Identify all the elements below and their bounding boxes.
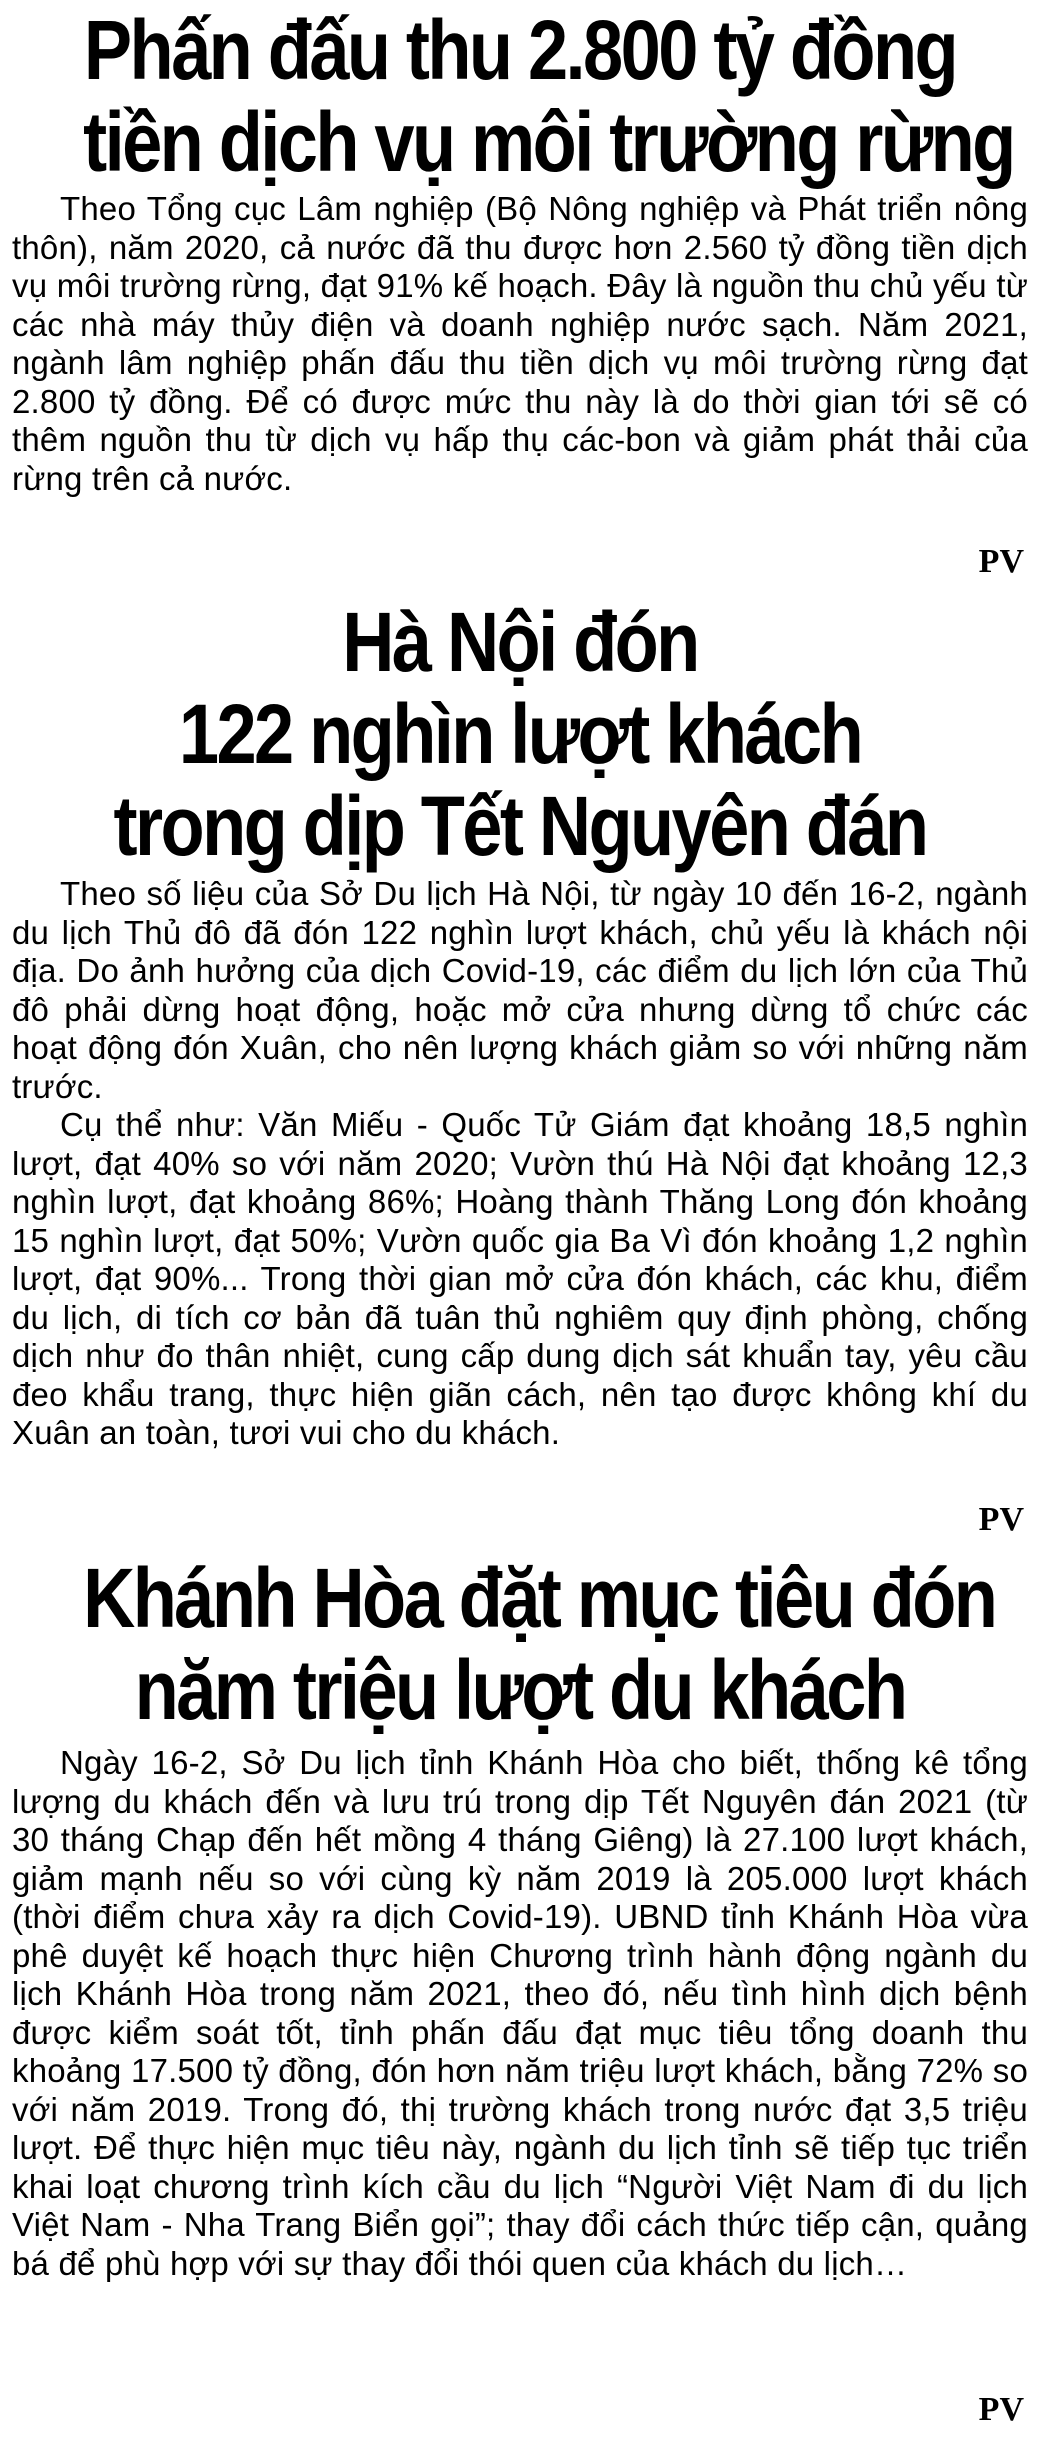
article-2-body bbox=[12, 875, 1028, 1453]
article-2-headline bbox=[83, 596, 957, 872]
article-1-headline bbox=[83, 3, 1014, 189]
headline-line: tiền dịch vụ môi trường rừng bbox=[83, 95, 1014, 189]
headline-line: trong dịp Tết Nguyên đán bbox=[113, 779, 927, 873]
article-3-body bbox=[12, 1744, 1028, 2283]
article-3-headline bbox=[83, 1551, 996, 1737]
headline-line: Khánh Hòa đặt mục tiêu đón bbox=[83, 1551, 996, 1645]
article-3-byline: PV bbox=[978, 2391, 1024, 2428]
article-paragraph: Cụ thể như: Văn Miếu - Quốc Tử Giám đạt khoảng 18,5 nghìn lượt, đạt 40% so với năm 2020; Vườn thú Hà Nội đạt khoảng 12,3 nghìn lượt, đạt khoảng 86%; Hoàng thành Thăng Long đón khoảng 15 nghìn lượt, đạt 50%; Vườn quốc gia Ba Vì đón khoảng 1,2 nghìn lượt, đạt 90%... Trong thời gian mở cửa đón khách, các khu, điểm du lịch, di tích cơ bản đã tuân thủ nghiêm quy định phòng, chống dịch như đo thân nhiệt, cung cấp dung dịch sát khuẩn tay, yêu cầu đeo khẩu trang, thực hiện giãn cách, nên tạo được không khí du Xuân an toàn, tươi vui cho du khách. bbox=[12, 1106, 1028, 1451]
headline-line: năm triệu lượt du khách bbox=[134, 1643, 906, 1737]
headline-line: Hà Nội đón bbox=[342, 595, 698, 689]
article-1-body bbox=[12, 190, 1028, 498]
article-paragraph: Theo số liệu của Sở Du lịch Hà Nội, từ ngày 10 đến 16-2, ngành du lịch Thủ đô đã đón 122 nghìn lượt khách, chủ yếu là khách nội địa. Do ảnh hưởng của dịch Covid-19, các điểm du lịch lớn của Thủ đô phải dừng hoạt động, hoặc mở cửa nhưng dừng tổ chức các hoạt động đón Xuân, cho nên lượng khách giảm so với những năm trước. bbox=[12, 875, 1028, 1105]
article-paragraph: Ngày 16-2, Sở Du lịch tỉnh Khánh Hòa cho biết, thống kê tổng lượng du khách đến và lưu trú trong dịp Tết Nguyên đán 2021 (từ 30 tháng Chạp đến hết mồng 4 tháng Giêng) là 27.100 lượt khách, giảm mạnh nếu so với cùng kỳ năm 2019 là 205.000 lượt khách (thời điểm chưa xảy ra dịch Covid-19). UBND tỉnh Khánh Hòa vừa phê duyệt kế hoạch thực hiện Chương trình hành động ngành du lịch Khánh Hòa trong năm 2021, theo đó, nếu tình hình dịch bệnh được kiểm soát tốt, tỉnh phấn đấu đạt mục tiêu tổng doanh thu khoảng 17.500 tỷ đồng, đón hơn năm triệu lượt khách, bằng 72% so với năm 2019. Trong đó, thị trường khách trong nước đạt 3,5 triệu lượt. Để thực hiện mục tiêu này, ngành du lịch tỉnh sẽ tiếp tục triển khai loạt chương trình kích cầu du lịch “Người Việt Nam đi du lịch Việt Nam - Nha Trang Biển gọi”; thay đổi cách thức tiếp cận, quảng bá để phù hợp với sự thay đổi thói quen của khách du lịch… bbox=[12, 1744, 1028, 2282]
article-2-byline: PV bbox=[978, 1501, 1024, 1538]
article-1-byline: PV bbox=[978, 543, 1024, 580]
headline-line: 122 nghìn lượt khách bbox=[178, 687, 862, 781]
headline-line: Phấn đấu thu 2.800 tỷ đồng bbox=[83, 3, 957, 97]
article-paragraph: Theo Tổng cục Lâm nghiệp (Bộ Nông nghiệp và Phát triển nông thôn), năm 2020, cả nước đã thu được hơn 2.560 tỷ đồng tiền dịch vụ môi trường rừng, đạt 91% kế hoạch. Đây là nguồn thu chủ yếu từ các nhà máy thủy điện và doanh nghiệp nước sạch. Năm 2021, ngành lâm nghiệp phấn đấu thu tiền dịch vụ môi trường rừng đạt 2.800 tỷ đồng. Để có được mức thu này là do thời gian tới sẽ có thêm nguồn thu từ dịch vụ hấp thụ các-bon và giảm phát thải của rừng trên cả nước. bbox=[12, 190, 1028, 497]
